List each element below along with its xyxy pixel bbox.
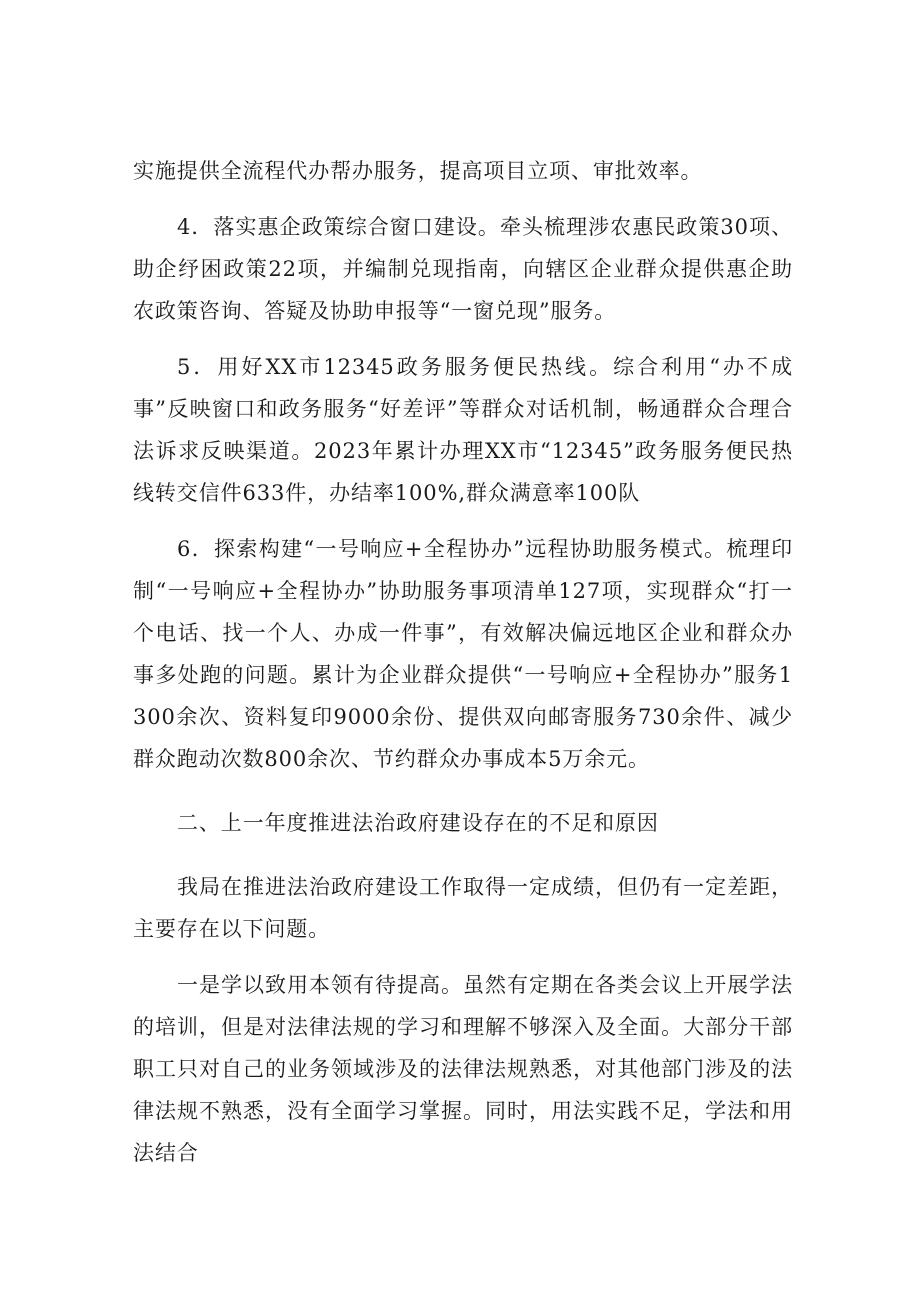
paragraph-item-4: 4．落实惠企政策综合窗口建设。牵头梳理涉农惠民政策30项、助企纾困政策22项，并编制兑现指南，向辖区企业群众提供惠企助农政策咨询、答疑及协助申报等“一窗兑现”服务。 bbox=[133, 215, 793, 323]
paragraph-issue-1: 一是学以致用本领有待提高。虽然有定期在各类会议上开展学法的培训，但是对法律法规的学习和理解不够深入及全面。大部分干部职工只对自己的业务领域涉及的法律法规熟悉，对其他部门涉及的法律法规不熟悉，没有全面学习掌握。同时，用法实践不足，学法和用法结合 bbox=[133, 973, 793, 1165]
paragraph-intro: 我局在推进法治政府建设工作取得一定成绩，但仍有一定差距，主要存在以下问题。 bbox=[133, 875, 793, 941]
section-heading: 二、上一年度推进法治政府建设存在的不足和原因 bbox=[177, 811, 659, 835]
paragraph-item-6: 6．探索构建“一号响应+全程协办”远程协助服务模式。梳理印制“一号响应+全程协办”协助服务事项清单127项，实现群众“打一个电话、找一个人、办成一件事”，有效解决偏远地区企业和群众办事多处跑的问题。累计为企业群众提供“一号响应+全程协办”服务1300余次、资料复印9000余份、提供双向邮寄服务730余件、减少群众跑动次数800余次、节约群众办事成本5万余元。 bbox=[133, 537, 793, 771]
paragraph-item-5: 5．用好XX市12345政务服务便民热线。综合利用“办不成事”反映窗口和政务服务“好差评”等群众对话机制，畅通群众合理合法诉求反映渠道。2023年累计办理XX市“12345”政务服务便民热线转交信件633件，办结率100%,群众满意率100队 bbox=[133, 355, 793, 505]
paragraph-continuation: 实施提供全流程代办帮办服务，提高项目立项、审批效率。 bbox=[133, 159, 703, 183]
document-body bbox=[133, 150, 793, 1174]
